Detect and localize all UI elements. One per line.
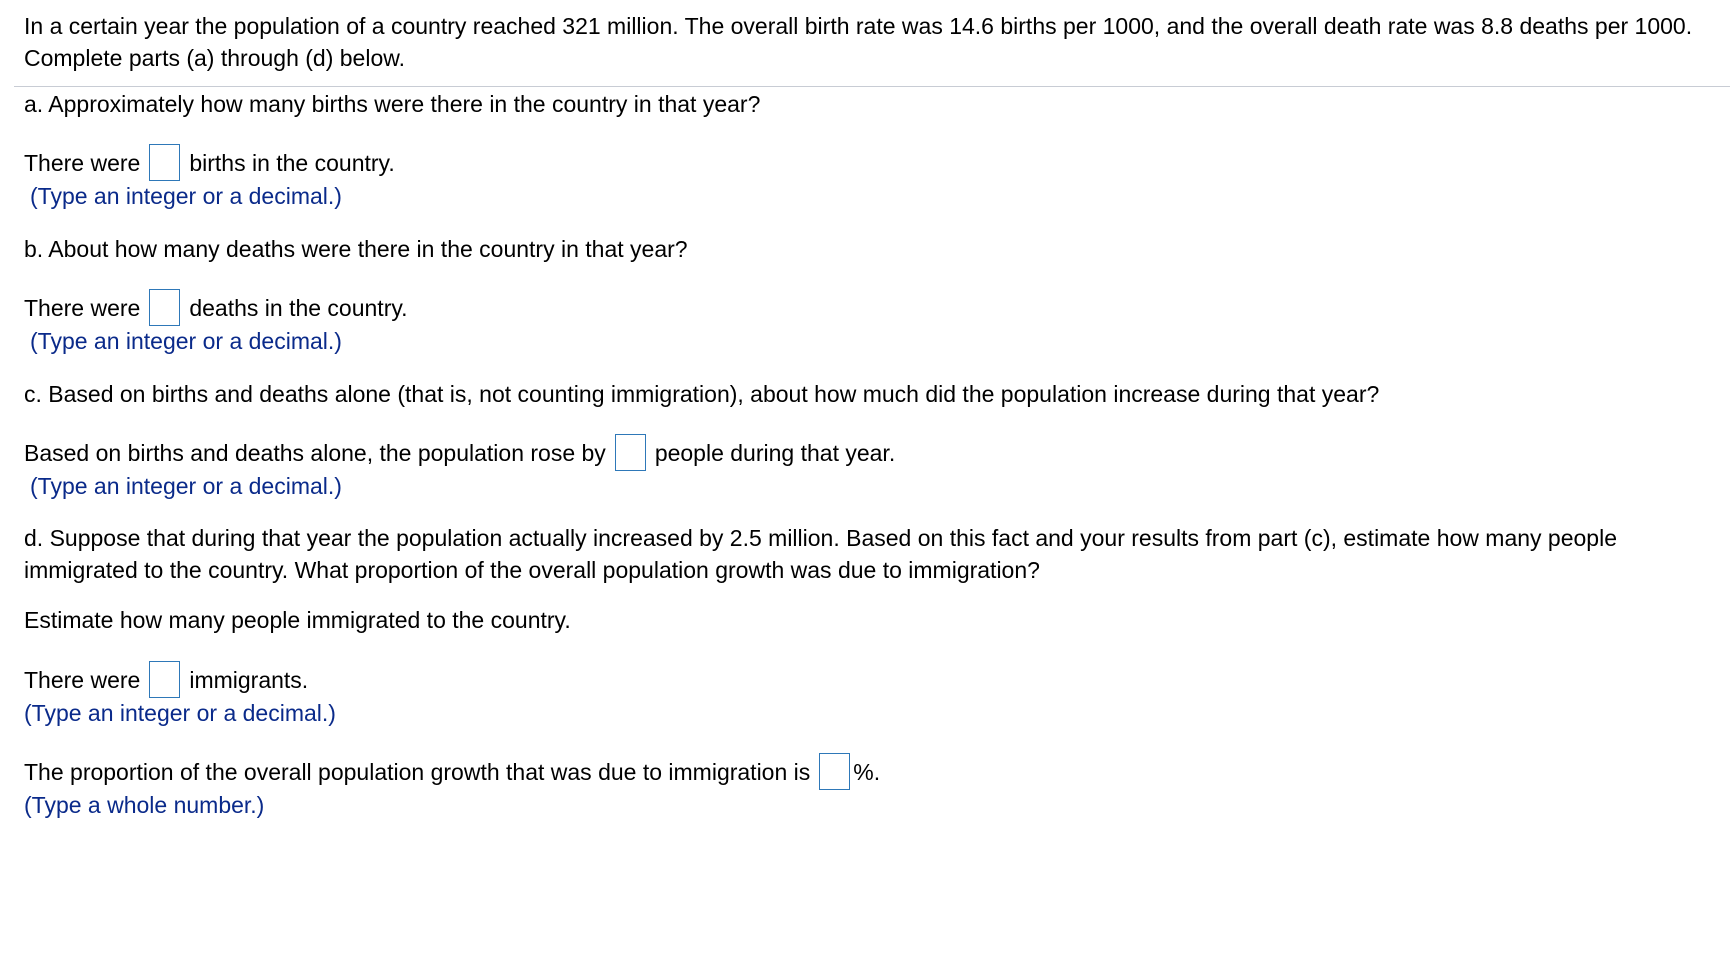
answer-d1-prefix: There were: [24, 666, 141, 693]
answer-c-suffix: people during that year.: [654, 439, 896, 466]
subprompt-d: Estimate how many people immigrated to the country.: [24, 607, 571, 633]
question-d: d. Suppose that during that year the population actually increased by 2.5 million. Based on this fact and your results from part (c), estimate how many people immigrated to the country. What proportion of the overall population growth was due to immigration?: [24, 525, 1617, 583]
hint-a: (Type an integer or a decimal.): [30, 183, 342, 209]
answer-line-b: [24, 289, 408, 326]
answer-d1-suffix: immigrants.: [189, 666, 309, 693]
answer-line-d-proportion: [24, 753, 880, 790]
answer-b-suffix: deaths in the country.: [189, 294, 408, 321]
population-increase-input[interactable]: [615, 434, 646, 471]
answer-a-suffix: births in the country.: [189, 149, 395, 176]
hint-c: (Type an integer or a decimal.): [30, 473, 342, 499]
deaths-answer-input[interactable]: [149, 289, 180, 326]
answer-b-prefix: There were: [24, 294, 141, 321]
hint-d-immigrants: (Type an integer or a decimal.): [24, 700, 336, 726]
answer-line-d-immigrants: [24, 661, 308, 698]
answer-line-c: [24, 434, 895, 471]
hint-b: (Type an integer or a decimal.): [30, 328, 342, 354]
immigrants-answer-input[interactable]: [149, 661, 180, 698]
answer-c-prefix: Based on births and deaths alone, the population rose by: [24, 439, 606, 466]
question-a: a. Approximately how many births were there in the country in that year?: [24, 91, 761, 117]
answer-a-prefix: There were: [24, 149, 141, 176]
hint-d-proportion: (Type a whole number.): [24, 792, 265, 818]
answer-d2-suffix: %.: [853, 758, 881, 785]
answer-d2-prefix: The proportion of the overall population growth that was due to immigration is: [24, 758, 811, 785]
proportion-answer-input[interactable]: [819, 753, 850, 790]
question-b: b. About how many deaths were there in the country in that year?: [24, 236, 688, 262]
problem-statement: In a certain year the population of a country reached 321 million. The overall birth rate was 14.6 births per 1000, and the overall death rate was 8.8 deaths per 1000. Complete parts (a) through (d) below.: [24, 13, 1693, 71]
births-answer-input[interactable]: [149, 144, 180, 181]
question-c: c. Based on births and deaths alone (that is, not counting immigration), about how much did the population increase during that year?: [24, 381, 1380, 407]
header-divider: [14, 86, 1730, 87]
answer-line-a: [24, 144, 395, 181]
